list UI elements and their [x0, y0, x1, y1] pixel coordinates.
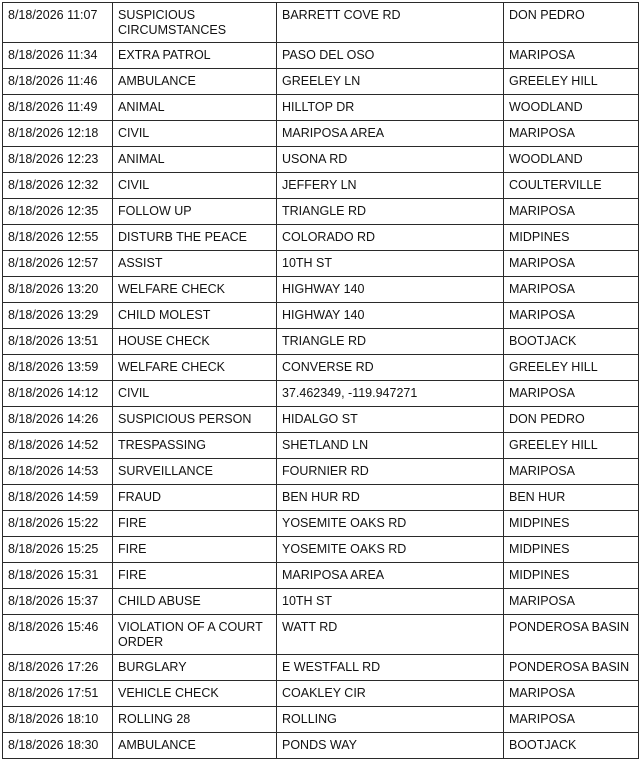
call-type-cell: SUSPICIOUS PERSON: [113, 407, 277, 433]
table-row: [3, 147, 639, 173]
date-time-cell: 8/18/2026 13:51: [3, 329, 113, 355]
location-cell: MARIPOSA AREA: [277, 563, 504, 589]
call-type-cell: SUSPICIOUS CIRCUMSTANCES: [113, 3, 277, 43]
date-time-cell: 8/18/2026 14:26: [3, 407, 113, 433]
date-time-cell: 8/18/2026 12:35: [3, 199, 113, 225]
area-cell: MARIPOSA: [504, 459, 639, 485]
area-cell: PONDEROSA BASIN: [504, 615, 639, 655]
call-type-cell: FRAUD: [113, 485, 277, 511]
date-time-cell: 8/18/2026 12:55: [3, 225, 113, 251]
location-cell: WATT RD: [277, 615, 504, 655]
table-row: [3, 433, 639, 459]
area-cell: MARIPOSA: [504, 251, 639, 277]
table-row: [3, 563, 639, 589]
table-row: [3, 251, 639, 277]
area-cell: MARIPOSA: [504, 199, 639, 225]
area-cell: PONDEROSA BASIN: [504, 655, 639, 681]
table-row: [3, 69, 639, 95]
location-cell: HIGHWAY 140: [277, 303, 504, 329]
location-cell: TRIANGLE RD: [277, 329, 504, 355]
table-row: [3, 381, 639, 407]
call-type-cell: HOUSE CHECK: [113, 329, 277, 355]
date-time-cell: 8/18/2026 15:22: [3, 511, 113, 537]
call-type-cell: WELFARE CHECK: [113, 355, 277, 381]
location-cell: 37.462349, -119.947271: [277, 381, 504, 407]
call-type-cell: ANIMAL: [113, 95, 277, 121]
table-row: [3, 225, 639, 251]
date-time-cell: 8/18/2026 17:51: [3, 681, 113, 707]
date-time-cell: 8/18/2026 15:37: [3, 589, 113, 615]
area-cell: DON PEDRO: [504, 3, 639, 43]
location-cell: SHETLAND LN: [277, 433, 504, 459]
area-cell: MARIPOSA: [504, 121, 639, 147]
call-type-cell: AMBULANCE: [113, 69, 277, 95]
area-cell: MIDPINES: [504, 537, 639, 563]
table-row: [3, 733, 639, 759]
table-row: [3, 355, 639, 381]
location-cell: E WESTFALL RD: [277, 655, 504, 681]
call-type-cell: CIVIL: [113, 381, 277, 407]
date-time-cell: 8/18/2026 14:59: [3, 485, 113, 511]
date-time-cell: 8/18/2026 12:32: [3, 173, 113, 199]
date-time-cell: 8/18/2026 14:12: [3, 381, 113, 407]
table-row: [3, 95, 639, 121]
call-type-cell: FIRE: [113, 563, 277, 589]
call-log-body: [3, 3, 639, 759]
date-time-cell: 8/18/2026 15:25: [3, 537, 113, 563]
location-cell: BEN HUR RD: [277, 485, 504, 511]
date-time-cell: 8/18/2026 12:57: [3, 251, 113, 277]
location-cell: GREELEY LN: [277, 69, 504, 95]
area-cell: MIDPINES: [504, 511, 639, 537]
location-cell: TRIANGLE RD: [277, 199, 504, 225]
date-time-cell: 8/18/2026 15:31: [3, 563, 113, 589]
date-time-cell: 8/18/2026 14:53: [3, 459, 113, 485]
table-row: [3, 655, 639, 681]
date-time-cell: 8/18/2026 11:46: [3, 69, 113, 95]
area-cell: GREELEY HILL: [504, 433, 639, 459]
location-cell: CONVERSE RD: [277, 355, 504, 381]
call-type-cell: SURVEILLANCE: [113, 459, 277, 485]
location-cell: PASO DEL OSO: [277, 43, 504, 69]
area-cell: BEN HUR: [504, 485, 639, 511]
date-time-cell: 8/18/2026 18:10: [3, 707, 113, 733]
location-cell: 10TH ST: [277, 251, 504, 277]
location-cell: HILLTOP DR: [277, 95, 504, 121]
table-row: [3, 43, 639, 69]
table-row: [3, 3, 639, 43]
date-time-cell: 8/18/2026 11:34: [3, 43, 113, 69]
location-cell: JEFFERY LN: [277, 173, 504, 199]
table-row: [3, 407, 639, 433]
date-time-cell: 8/18/2026 11:49: [3, 95, 113, 121]
area-cell: WOODLAND: [504, 95, 639, 121]
area-cell: MARIPOSA: [504, 43, 639, 69]
call-type-cell: BURGLARY: [113, 655, 277, 681]
area-cell: MARIPOSA: [504, 681, 639, 707]
location-cell: MARIPOSA AREA: [277, 121, 504, 147]
call-type-cell: VEHICLE CHECK: [113, 681, 277, 707]
date-time-cell: 8/18/2026 11:07: [3, 3, 113, 43]
area-cell: MARIPOSA: [504, 589, 639, 615]
table-row: [3, 303, 639, 329]
call-type-cell: CIVIL: [113, 173, 277, 199]
call-type-cell: ANIMAL: [113, 147, 277, 173]
call-type-cell: CHILD MOLEST: [113, 303, 277, 329]
location-cell: YOSEMITE OAKS RD: [277, 537, 504, 563]
call-type-cell: WELFARE CHECK: [113, 277, 277, 303]
table-row: [3, 681, 639, 707]
area-cell: MARIPOSA: [504, 707, 639, 733]
table-row: [3, 511, 639, 537]
date-time-cell: 8/18/2026 13:59: [3, 355, 113, 381]
area-cell: MARIPOSA: [504, 303, 639, 329]
date-time-cell: 8/18/2026 18:30: [3, 733, 113, 759]
call-type-cell: ROLLING 28: [113, 707, 277, 733]
call-type-cell: ASSIST: [113, 251, 277, 277]
location-cell: PONDS WAY: [277, 733, 504, 759]
area-cell: GREELEY HILL: [504, 69, 639, 95]
area-cell: MARIPOSA: [504, 381, 639, 407]
table-row: [3, 199, 639, 225]
call-type-cell: DISTURB THE PEACE: [113, 225, 277, 251]
table-row: [3, 173, 639, 199]
call-type-cell: FOLLOW UP: [113, 199, 277, 225]
location-cell: 10TH ST: [277, 589, 504, 615]
date-time-cell: 8/18/2026 12:23: [3, 147, 113, 173]
table-row: [3, 121, 639, 147]
location-cell: BARRETT COVE RD: [277, 3, 504, 43]
location-cell: COLORADO RD: [277, 225, 504, 251]
call-type-cell: EXTRA PATROL: [113, 43, 277, 69]
area-cell: WOODLAND: [504, 147, 639, 173]
location-cell: HIDALGO ST: [277, 407, 504, 433]
call-type-cell: AMBULANCE: [113, 733, 277, 759]
date-time-cell: 8/18/2026 15:46: [3, 615, 113, 655]
call-type-cell: CHILD ABUSE: [113, 589, 277, 615]
location-cell: ROLLING: [277, 707, 504, 733]
location-cell: FOURNIER RD: [277, 459, 504, 485]
table-row: [3, 589, 639, 615]
date-time-cell: 8/18/2026 17:26: [3, 655, 113, 681]
call-type-cell: VIOLATION OF A COURT ORDER: [113, 615, 277, 655]
area-cell: MARIPOSA: [504, 277, 639, 303]
area-cell: DON PEDRO: [504, 407, 639, 433]
date-time-cell: 8/18/2026 12:18: [3, 121, 113, 147]
area-cell: MIDPINES: [504, 225, 639, 251]
table-row: [3, 277, 639, 303]
area-cell: BOOTJACK: [504, 329, 639, 355]
location-cell: COAKLEY CIR: [277, 681, 504, 707]
table-row: [3, 537, 639, 563]
location-cell: YOSEMITE OAKS RD: [277, 511, 504, 537]
call-type-cell: CIVIL: [113, 121, 277, 147]
table-row: [3, 459, 639, 485]
area-cell: BOOTJACK: [504, 733, 639, 759]
table-row: [3, 707, 639, 733]
area-cell: COULTERVILLE: [504, 173, 639, 199]
call-log-table: [2, 2, 639, 759]
location-cell: USONA RD: [277, 147, 504, 173]
table-row: [3, 485, 639, 511]
call-type-cell: FIRE: [113, 511, 277, 537]
table-row: [3, 615, 639, 655]
call-type-cell: TRESPASSING: [113, 433, 277, 459]
date-time-cell: 8/18/2026 14:52: [3, 433, 113, 459]
location-cell: HIGHWAY 140: [277, 277, 504, 303]
area-cell: MIDPINES: [504, 563, 639, 589]
table-row: [3, 329, 639, 355]
date-time-cell: 8/18/2026 13:29: [3, 303, 113, 329]
area-cell: GREELEY HILL: [504, 355, 639, 381]
date-time-cell: 8/18/2026 13:20: [3, 277, 113, 303]
call-type-cell: FIRE: [113, 537, 277, 563]
